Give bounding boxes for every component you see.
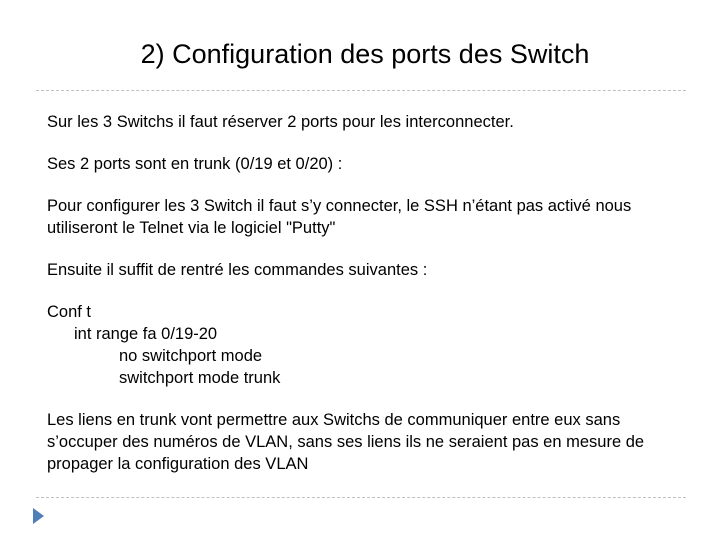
paragraph-trunk-ports: Ses 2 ports sont en trunk (0/19 et 0/20) : [47,155,343,173]
bottom-divider [36,497,686,498]
paragraph-conclusion: Les liens en trunk vont permettre aux Switchs de communiquer entre eux sans s’occuper des numéros de VLAN, sans ses liens ils ne seraient pas en mesure de propager la configuration des VLAN [47,411,645,473]
command-line-conf: Conf t [47,303,92,321]
slide-title: 2) Configuration des ports des Switch [140,39,590,69]
paragraph-reserve-ports: Sur les 3 Switchs il faut réserver 2 ports pour les interconnecter. [47,113,514,131]
slide-body [47,111,687,495]
triangle-right-icon [33,508,44,524]
command-line-switchport-trunk: switchport mode trunk [119,369,281,387]
paragraph-telnet-access: Pour configurer les 3 Switch il faut s’y connecter, le SSH n’étant pas activé nous utiliseront le Telnet via le logiciel "Putty" [47,197,632,237]
top-divider [36,90,686,91]
paragraph-commands-intro: Ensuite il suffit de rentré les commandes suivantes : [47,261,428,279]
command-block [47,301,687,389]
command-line-no-switchport: no switchport mode [119,347,263,365]
command-line-int-range: int range fa 0/19-20 [74,325,218,343]
